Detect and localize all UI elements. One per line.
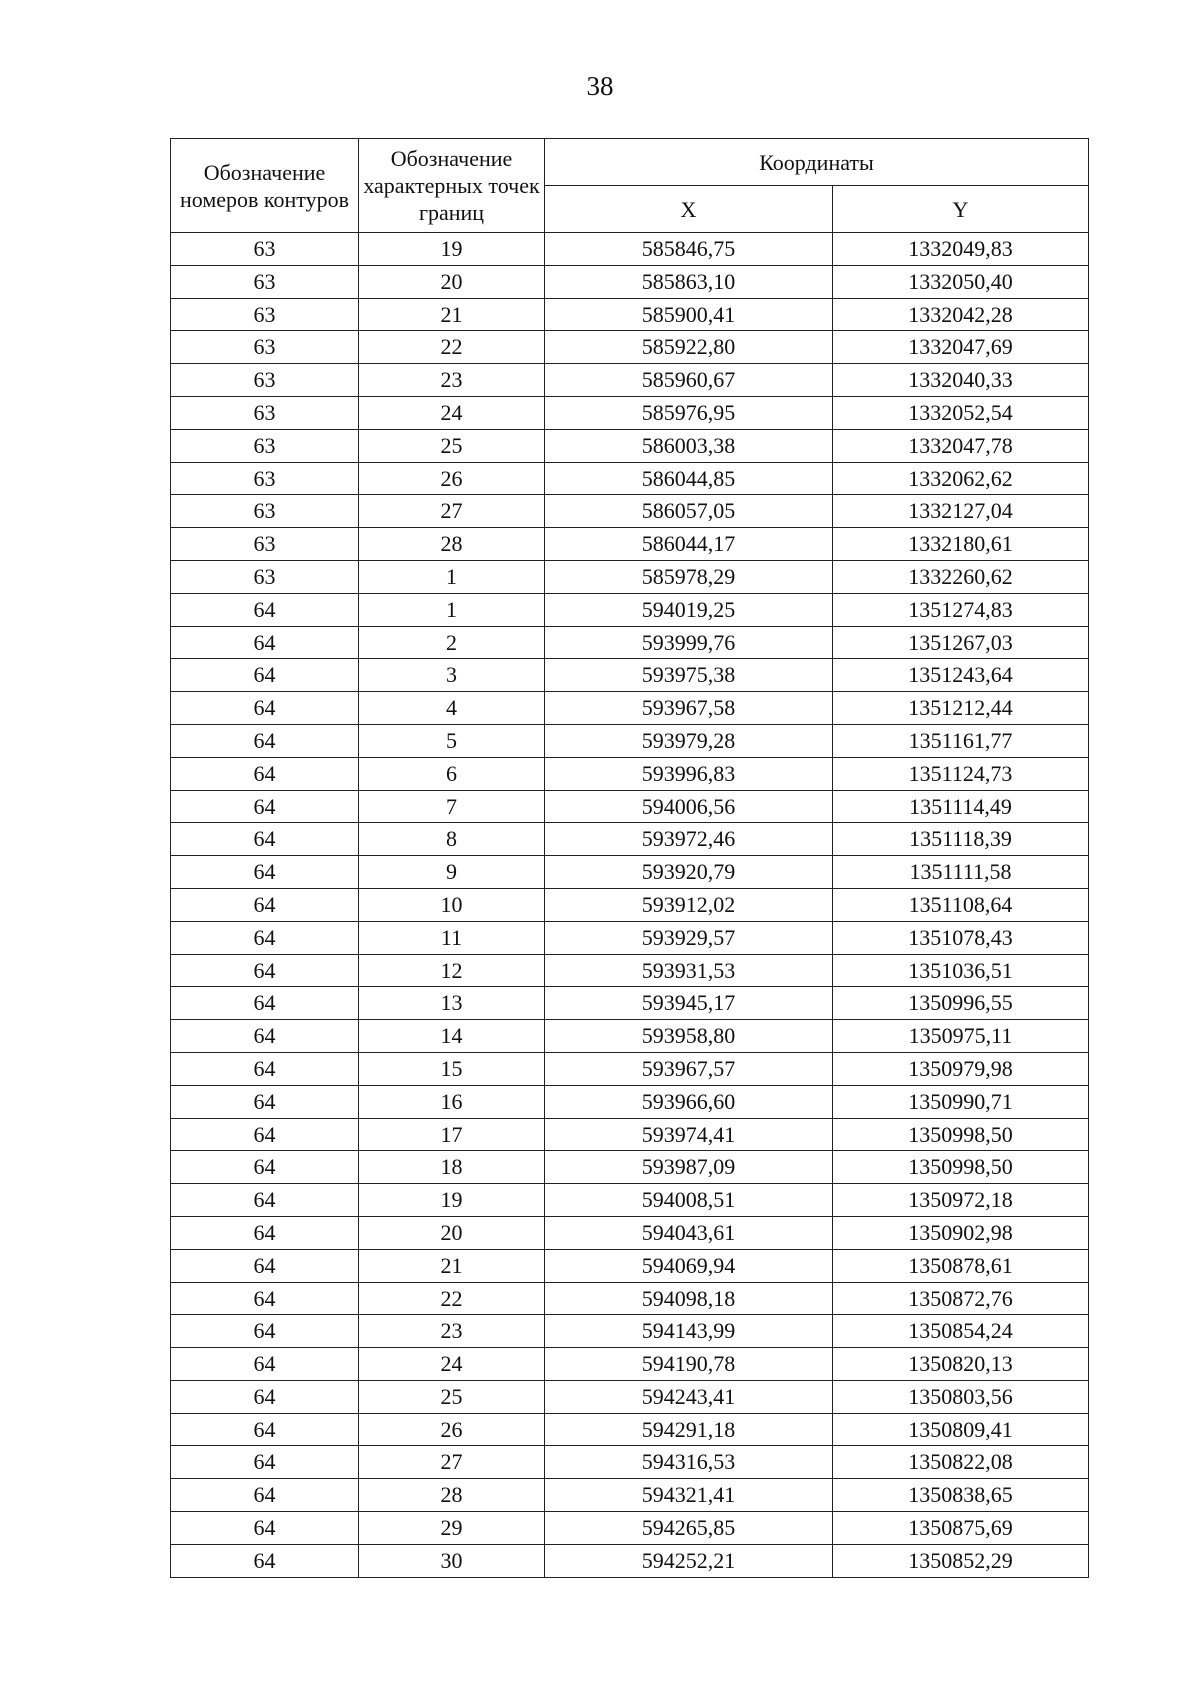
- cell-y: 1350854,24: [833, 1315, 1089, 1348]
- cell-y: 1332049,83: [833, 233, 1089, 266]
- cell-y: 1350838,65: [833, 1479, 1089, 1512]
- table-row: [171, 888, 1089, 921]
- cell-x: 585846,75: [545, 233, 833, 266]
- cell-y: 1351114,49: [833, 790, 1089, 823]
- cell-y: 1351274,83: [833, 593, 1089, 626]
- cell-x: 593929,57: [545, 921, 833, 954]
- cell-point: 22: [359, 1282, 545, 1315]
- cell-y: 1350998,50: [833, 1151, 1089, 1184]
- cell-y: 1332047,69: [833, 331, 1089, 364]
- table-row: [171, 1118, 1089, 1151]
- table-header: [171, 139, 1089, 233]
- cell-y: 1332062,62: [833, 462, 1089, 495]
- cell-x: 594069,94: [545, 1249, 833, 1282]
- cell-point: 25: [359, 429, 545, 462]
- cell-point: 13: [359, 987, 545, 1020]
- cell-contour: 64: [171, 1151, 359, 1184]
- cell-point: 15: [359, 1052, 545, 1085]
- cell-point: 27: [359, 1446, 545, 1479]
- cell-contour: 64: [171, 1315, 359, 1348]
- cell-x: 585863,10: [545, 265, 833, 298]
- cell-contour: 63: [171, 298, 359, 331]
- cell-contour: 64: [171, 1479, 359, 1512]
- table-row: [171, 954, 1089, 987]
- cell-point: 21: [359, 1249, 545, 1282]
- table-row: [171, 1446, 1089, 1479]
- cell-x: 586057,05: [545, 495, 833, 528]
- cell-point: 7: [359, 790, 545, 823]
- cell-y: 1350809,41: [833, 1413, 1089, 1446]
- cell-contour: 64: [171, 1348, 359, 1381]
- table-row: [171, 1479, 1089, 1512]
- cell-x: 594316,53: [545, 1446, 833, 1479]
- cell-x: 594008,51: [545, 1184, 833, 1217]
- table-row: [171, 1512, 1089, 1545]
- cell-point: 1: [359, 560, 545, 593]
- cell-contour: 64: [171, 954, 359, 987]
- cell-point: 24: [359, 396, 545, 429]
- table-row: [171, 856, 1089, 889]
- cell-x: 594006,56: [545, 790, 833, 823]
- cell-contour: 63: [171, 364, 359, 397]
- cell-contour: 64: [171, 921, 359, 954]
- cell-y: 1350902,98: [833, 1216, 1089, 1249]
- cell-x: 594043,61: [545, 1216, 833, 1249]
- cell-point: 17: [359, 1118, 545, 1151]
- cell-contour: 64: [171, 757, 359, 790]
- cell-x: 593958,80: [545, 1020, 833, 1053]
- cell-point: 21: [359, 298, 545, 331]
- table-row: [171, 495, 1089, 528]
- table-row: [171, 331, 1089, 364]
- cell-point: 1: [359, 593, 545, 626]
- cell-contour: 64: [171, 1380, 359, 1413]
- cell-y: 1332180,61: [833, 528, 1089, 561]
- cell-y: 1350996,55: [833, 987, 1089, 1020]
- cell-x: 593999,76: [545, 626, 833, 659]
- cell-contour: 64: [171, 1446, 359, 1479]
- cell-y: 1350822,08: [833, 1446, 1089, 1479]
- table-row: [171, 724, 1089, 757]
- cell-point: 24: [359, 1348, 545, 1381]
- cell-y: 1332047,78: [833, 429, 1089, 462]
- cell-point: 28: [359, 528, 545, 561]
- cell-contour: 64: [171, 724, 359, 757]
- cell-x: 585978,29: [545, 560, 833, 593]
- cell-x: 593972,46: [545, 823, 833, 856]
- cell-contour: 64: [171, 856, 359, 889]
- table-row: [171, 1282, 1089, 1315]
- table-row: [171, 757, 1089, 790]
- table-row: [171, 1380, 1089, 1413]
- table-row: [171, 921, 1089, 954]
- coordinates-table: [170, 138, 1089, 1578]
- table-row: [171, 1085, 1089, 1118]
- cell-y: 1332042,28: [833, 298, 1089, 331]
- cell-point: 16: [359, 1085, 545, 1118]
- header-y: Y: [833, 186, 1089, 233]
- cell-x: 593920,79: [545, 856, 833, 889]
- cell-contour: 64: [171, 1216, 359, 1249]
- cell-point: 20: [359, 265, 545, 298]
- table-row: [171, 528, 1089, 561]
- cell-contour: 64: [171, 1118, 359, 1151]
- cell-contour: 64: [171, 1085, 359, 1118]
- cell-y: 1351111,58: [833, 856, 1089, 889]
- table-row: [171, 626, 1089, 659]
- cell-contour: 63: [171, 396, 359, 429]
- cell-x: 594265,85: [545, 1512, 833, 1545]
- table-row: [171, 560, 1089, 593]
- cell-contour: 64: [171, 1282, 359, 1315]
- cell-y: 1332050,40: [833, 265, 1089, 298]
- cell-y: 1350972,18: [833, 1184, 1089, 1217]
- cell-x: 594098,18: [545, 1282, 833, 1315]
- cell-point: 23: [359, 1315, 545, 1348]
- cell-contour: 64: [171, 1052, 359, 1085]
- cell-x: 586044,17: [545, 528, 833, 561]
- cell-x: 593996,83: [545, 757, 833, 790]
- cell-point: 5: [359, 724, 545, 757]
- cell-y: 1351212,44: [833, 692, 1089, 725]
- cell-y: 1350975,11: [833, 1020, 1089, 1053]
- cell-point: 6: [359, 757, 545, 790]
- table-row: [171, 462, 1089, 495]
- table-row: [171, 593, 1089, 626]
- cell-point: 11: [359, 921, 545, 954]
- table-row: [171, 1151, 1089, 1184]
- cell-point: 3: [359, 659, 545, 692]
- cell-point: 19: [359, 1184, 545, 1217]
- table-row: [171, 1413, 1089, 1446]
- cell-contour: 64: [171, 1544, 359, 1577]
- cell-x: 594243,41: [545, 1380, 833, 1413]
- header-contour-number: Обозначение номеров контуров: [171, 139, 359, 233]
- cell-y: 1350878,61: [833, 1249, 1089, 1282]
- table-row: [171, 1184, 1089, 1217]
- cell-x: 594252,21: [545, 1544, 833, 1577]
- table-row: [171, 1544, 1089, 1577]
- table-row: [171, 692, 1089, 725]
- cell-y: 1351108,64: [833, 888, 1089, 921]
- header-boundary-point: Обозначение характерных точек границ: [359, 139, 545, 233]
- cell-y: 1332052,54: [833, 396, 1089, 429]
- cell-x: 593987,09: [545, 1151, 833, 1184]
- cell-contour: 64: [171, 1413, 359, 1446]
- cell-y: 1350875,69: [833, 1512, 1089, 1545]
- cell-y: 1332260,62: [833, 560, 1089, 593]
- cell-x: 585900,41: [545, 298, 833, 331]
- table-row: [171, 1315, 1089, 1348]
- cell-x: 593967,57: [545, 1052, 833, 1085]
- table-row: [171, 265, 1089, 298]
- cell-contour: 64: [171, 888, 359, 921]
- cell-y: 1350990,71: [833, 1085, 1089, 1118]
- cell-y: 1332127,04: [833, 495, 1089, 528]
- cell-point: 20: [359, 1216, 545, 1249]
- table-row: [171, 790, 1089, 823]
- cell-x: 594321,41: [545, 1479, 833, 1512]
- cell-contour: 64: [171, 987, 359, 1020]
- cell-contour: 64: [171, 626, 359, 659]
- table-row: [171, 396, 1089, 429]
- cell-x: 594019,25: [545, 593, 833, 626]
- cell-point: 12: [359, 954, 545, 987]
- cell-point: 19: [359, 233, 545, 266]
- cell-x: 593975,38: [545, 659, 833, 692]
- cell-x: 593967,58: [545, 692, 833, 725]
- cell-y: 1351078,43: [833, 921, 1089, 954]
- header-x: X: [545, 186, 833, 233]
- table-row: [171, 233, 1089, 266]
- cell-contour: 63: [171, 462, 359, 495]
- cell-x: 593979,28: [545, 724, 833, 757]
- table-row: [171, 364, 1089, 397]
- table-row: [171, 429, 1089, 462]
- cell-y: 1332040,33: [833, 364, 1089, 397]
- cell-point: 29: [359, 1512, 545, 1545]
- cell-x: 593945,17: [545, 987, 833, 1020]
- cell-contour: 63: [171, 429, 359, 462]
- cell-contour: 64: [171, 692, 359, 725]
- cell-point: 22: [359, 331, 545, 364]
- cell-point: 8: [359, 823, 545, 856]
- table-row: [171, 1052, 1089, 1085]
- table-row: [171, 1020, 1089, 1053]
- table-row: [171, 987, 1089, 1020]
- table-row: [171, 298, 1089, 331]
- cell-x: 593966,60: [545, 1085, 833, 1118]
- cell-y: 1350979,98: [833, 1052, 1089, 1085]
- cell-point: 26: [359, 462, 545, 495]
- table-row: [171, 1249, 1089, 1282]
- cell-point: 27: [359, 495, 545, 528]
- cell-point: 18: [359, 1151, 545, 1184]
- cell-point: 14: [359, 1020, 545, 1053]
- cell-contour: 63: [171, 265, 359, 298]
- cell-x: 594143,99: [545, 1315, 833, 1348]
- cell-x: 585922,80: [545, 331, 833, 364]
- cell-contour: 64: [171, 593, 359, 626]
- cell-x: 586044,85: [545, 462, 833, 495]
- table-row: [171, 823, 1089, 856]
- cell-x: 585976,95: [545, 396, 833, 429]
- cell-x: 593974,41: [545, 1118, 833, 1151]
- cell-y: 1350820,13: [833, 1348, 1089, 1381]
- cell-contour: 64: [171, 1249, 359, 1282]
- cell-y: 1350872,76: [833, 1282, 1089, 1315]
- cell-contour: 63: [171, 528, 359, 561]
- cell-x: 593912,02: [545, 888, 833, 921]
- cell-y: 1351267,03: [833, 626, 1089, 659]
- cell-point: 26: [359, 1413, 545, 1446]
- cell-y: 1351243,64: [833, 659, 1089, 692]
- cell-point: 4: [359, 692, 545, 725]
- cell-contour: 63: [171, 495, 359, 528]
- cell-x: 585960,67: [545, 364, 833, 397]
- cell-contour: 64: [171, 1184, 359, 1217]
- cell-x: 594291,18: [545, 1413, 833, 1446]
- cell-point: 30: [359, 1544, 545, 1577]
- cell-y: 1350998,50: [833, 1118, 1089, 1151]
- cell-y: 1351118,39: [833, 823, 1089, 856]
- cell-point: 2: [359, 626, 545, 659]
- cell-y: 1351036,51: [833, 954, 1089, 987]
- cell-x: 593931,53: [545, 954, 833, 987]
- cell-contour: 64: [171, 823, 359, 856]
- cell-point: 9: [359, 856, 545, 889]
- cell-point: 10: [359, 888, 545, 921]
- table-body: [171, 233, 1089, 1578]
- cell-contour: 64: [171, 1020, 359, 1053]
- cell-contour: 64: [171, 659, 359, 692]
- cell-x: 586003,38: [545, 429, 833, 462]
- cell-point: 23: [359, 364, 545, 397]
- table-row: [171, 1348, 1089, 1381]
- cell-y: 1351124,73: [833, 757, 1089, 790]
- cell-y: 1351161,77: [833, 724, 1089, 757]
- cell-contour: 63: [171, 560, 359, 593]
- page-number: 38: [586, 71, 614, 101]
- cell-point: 25: [359, 1380, 545, 1413]
- header-coordinates: Координаты: [545, 139, 1089, 186]
- table-row: [171, 1216, 1089, 1249]
- cell-x: 594190,78: [545, 1348, 833, 1381]
- table-row: [171, 659, 1089, 692]
- cell-contour: 63: [171, 233, 359, 266]
- cell-y: 1350803,56: [833, 1380, 1089, 1413]
- cell-contour: 64: [171, 1512, 359, 1545]
- cell-point: 28: [359, 1479, 545, 1512]
- cell-y: 1350852,29: [833, 1544, 1089, 1577]
- cell-contour: 63: [171, 331, 359, 364]
- cell-contour: 64: [171, 790, 359, 823]
